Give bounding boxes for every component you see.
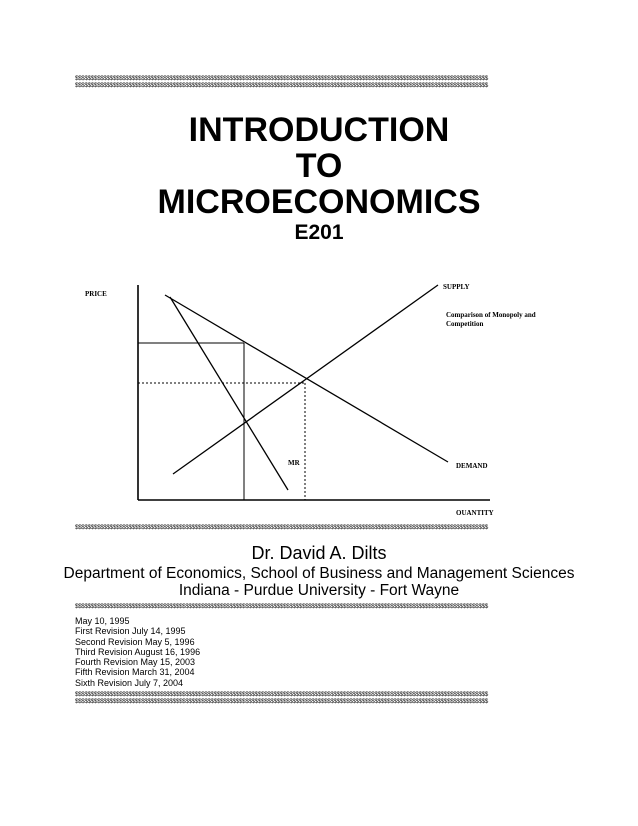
dollar-rule-top-1: $$$$$$$$$$$$$$$$$$$$$$$$$$$$$$$$$$$$$$$$$$$$$$$$$$$$$$$$$$$$$$$$$$$$$$$$$$$$$$$$$$$$$$$$$$$$$$$$$$$$$$$$$$$$$$$$$$$$$$$$$$$$$$$$$$$ [75, 75, 488, 82]
revision-entry: First Revision July 14, 1995 [75, 626, 186, 637]
revision-entry: Second Revision May 5, 1996 [75, 636, 195, 647]
demand-label: DEMAND [456, 462, 488, 470]
author-name: Dr. David A. Dilts [251, 543, 387, 563]
department-line-1: Department of Economics, School of Business and Management Sciences [63, 565, 575, 582]
revision-entry: Third Revision August 16, 1996 [75, 646, 201, 657]
dollar-rule-bottom-1: $$$$$$$$$$$$$$$$$$$$$$$$$$$$$$$$$$$$$$$$$$$$$$$$$$$$$$$$$$$$$$$$$$$$$$$$$$$$$$$$$$$$$$$$$$$$$$$$$$$$$$$$$$$$$$$$$$$$$$$$$$$$$$$$$$$ [75, 691, 488, 698]
title-line-3: MICROECONOMICS [157, 183, 481, 221]
quantity-axis-label: QUANTITY [456, 509, 494, 515]
dollar-rule-lower: $$$$$$$$$$$$$$$$$$$$$$$$$$$$$$$$$$$$$$$$$$$$$$$$$$$$$$$$$$$$$$$$$$$$$$$$$$$$$$$$$$$$$$$$$$$$$$$$$$$$$$$$$$$$$$$$$$$$$$$$$$$$$$$$$$$ [75, 603, 488, 610]
dollar-rule-top-2: $$$$$$$$$$$$$$$$$$$$$$$$$$$$$$$$$$$$$$$$$$$$$$$$$$$$$$$$$$$$$$$$$$$$$$$$$$$$$$$$$$$$$$$$$$$$$$$$$$$$$$$$$$$$$$$$$$$$$$$$$$$$$$$$$$$ [75, 82, 488, 89]
dollar-rule-bottom-2: $$$$$$$$$$$$$$$$$$$$$$$$$$$$$$$$$$$$$$$$$$$$$$$$$$$$$$$$$$$$$$$$$$$$$$$$$$$$$$$$$$$$$$$$$$$$$$$$$$$$$$$$$$$$$$$$$$$$$$$$$$$$$$$$$$$ [75, 698, 488, 705]
department-line-2: Indiana - Purdue University - Fort Wayne [178, 582, 460, 599]
revision-entry: Fifth Revision March 31, 2004 [75, 667, 195, 678]
course-code: E201 [294, 221, 344, 244]
revision-entry: Fourth Revision May 15, 2003 [75, 657, 196, 668]
supply-curve [173, 285, 438, 474]
revision-history [75, 616, 200, 688]
title-line-2: TO [295, 147, 343, 185]
department [0, 565, 638, 599]
dollar-rule-middle: $$$$$$$$$$$$$$$$$$$$$$$$$$$$$$$$$$$$$$$$$$$$$$$$$$$$$$$$$$$$$$$$$$$$$$$$$$$$$$$$$$$$$$$$$$$$$$$$$$$$$$$$$$$$$$$$$$$$$$$$$$$$$$$$$$$ [75, 524, 488, 531]
supply-label: SUPPLY [443, 283, 470, 291]
diagram-caption-line-1: Comparison of Monopoly and [446, 311, 536, 319]
price-axis-label: PRICE [85, 290, 107, 298]
diagram-caption-line-2: Competition [446, 320, 484, 328]
monopoly-competition-diagram [60, 275, 560, 515]
revision-entry: May 10, 1995 [75, 616, 130, 626]
title-line-1: INTRODUCTION [188, 111, 450, 149]
marginal-revenue-curve [170, 297, 288, 490]
revision-entry: Sixth Revision July 7, 2004 [75, 677, 184, 688]
mr-label: MR [288, 459, 300, 467]
